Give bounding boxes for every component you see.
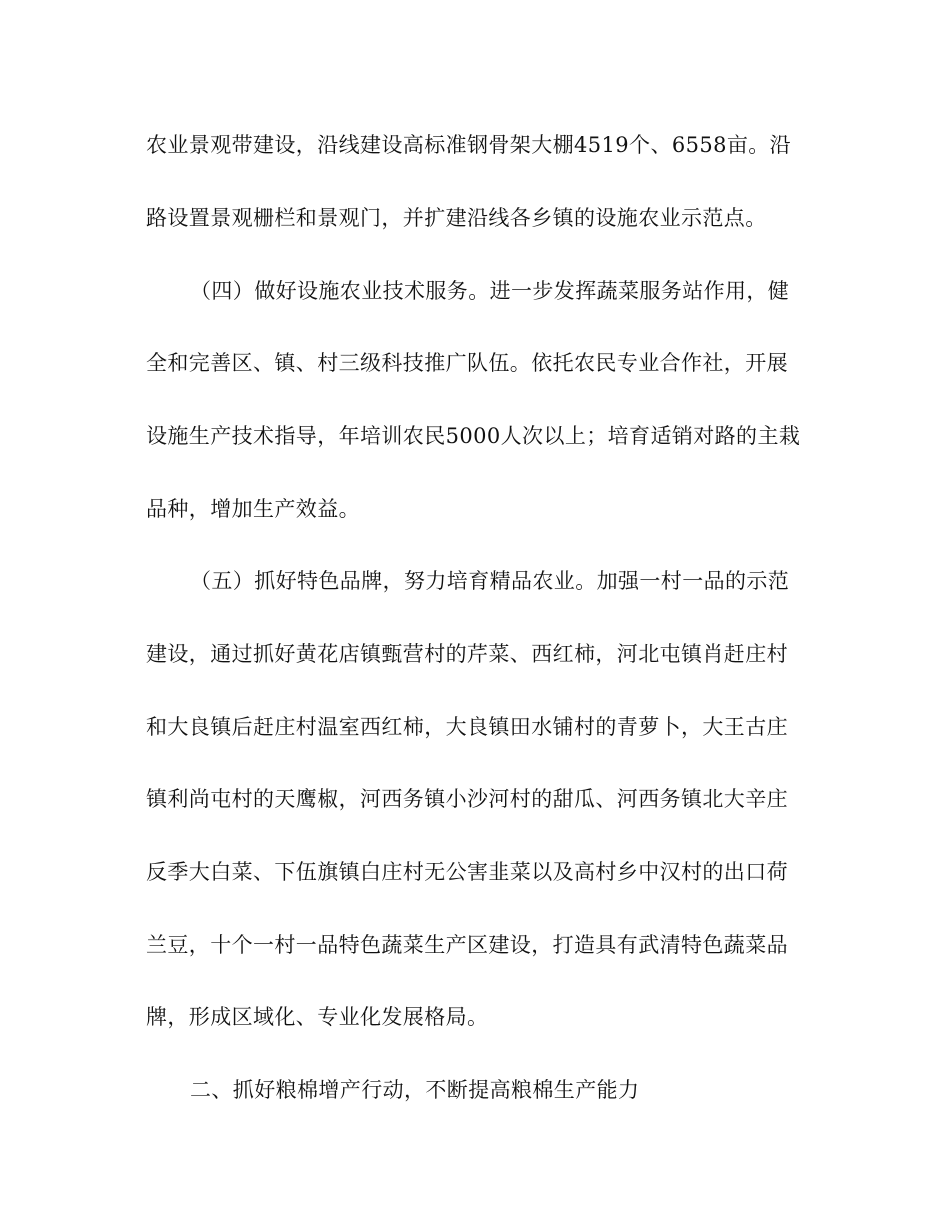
body-text-line: 兰豆，十个一村一品特色蔬菜生产区建设，打造具有武清特色蔬菜品 (146, 933, 788, 957)
body-text-line: 反季大白菜、下伍旗镇白庄村无公害韭菜以及高村乡中汉村的出口荷 (146, 860, 788, 884)
body-text-line: 路设置景观栅栏和景观门，并扩建沿线各乡镇的设施农业示范点。 (146, 206, 767, 230)
body-text-line: 品种，增加生产效益。 (146, 497, 360, 521)
body-text-line: 牌，形成区域化、专业化发展格局。 (146, 1005, 489, 1029)
section-heading-line: （四）做好设施农业技术服务。进一步发挥蔬菜服务站作用，健 (190, 279, 790, 303)
body-text-line: 全和完善区、镇、村三级科技推广队伍。依托农民专业合作社，开展 (146, 351, 788, 375)
body-text-line: 和大良镇后赶庄村温室西红柿，大良镇田水铺村的青萝卜，大王古庄 (146, 715, 788, 739)
body-text-line: 设施生产技术指导，年培训农民5000人次以上；培育适销对路的主栽 (146, 424, 801, 448)
body-text-line: 镇利尚屯村的天鹰椒，河西务镇小沙河村的甜瓜、河西务镇北大辛庄 (146, 787, 788, 811)
chapter-heading-line: 二、抓好粮棉增产行动，不断提高粮棉生产能力 (190, 1078, 640, 1102)
body-text-line: 农业景观带建设，沿线建设高标准钢骨架大棚4519个、6558亩。沿 (146, 133, 792, 157)
body-text-line: 建设，通过抓好黄花店镇甄营村的芹菜、西红柿，河北屯镇肖赶庄村 (146, 642, 788, 666)
section-heading-line: （五）抓好特色品牌，努力培育精品农业。加强一村一品的示范 (190, 569, 790, 593)
